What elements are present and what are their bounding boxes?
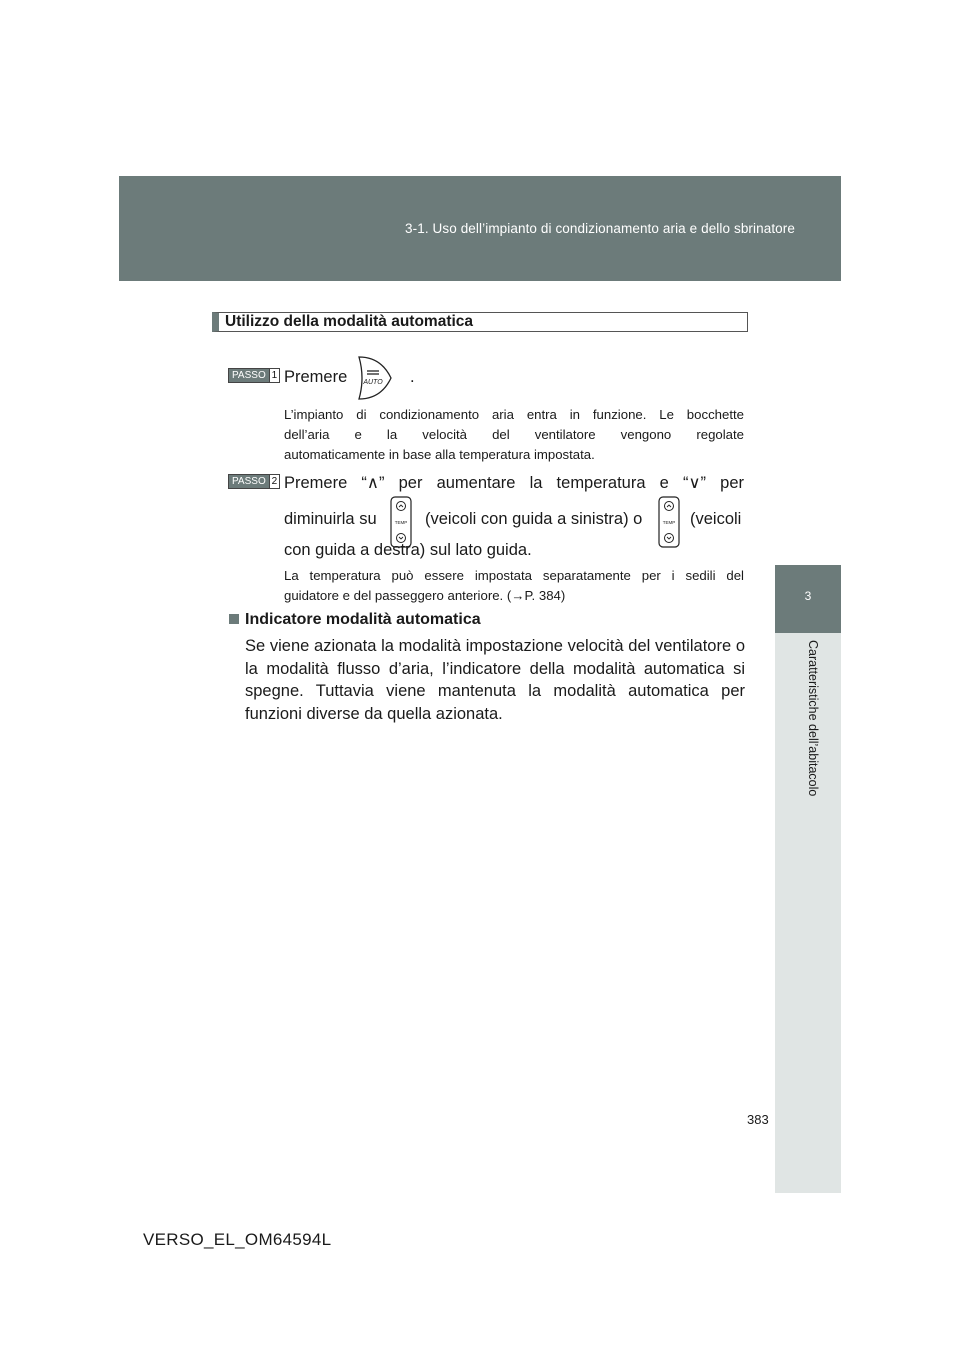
step-1-note-line: L’impianto di condizionamento aria entra in funzione. Le bocchette: [284, 407, 744, 422]
step-badge-label: PASSO: [229, 475, 269, 488]
page-number: 383: [747, 1112, 769, 1127]
step-2-line-2c: (veicoli: [690, 510, 742, 528]
step-1-note-line: automaticamente in base alla temperatura impostata.: [284, 447, 595, 462]
step-2-line-1: Premere “∧” per aumentare la temperatura e “∨” per: [284, 474, 744, 492]
step-badge-label: PASSO: [229, 369, 269, 382]
indicator-text: Se viene azionata la modalità impostazione velocità del ventilatore o la modalità flusso d’aria, l’indicatore della modalità automatica si spegne. Tuttavia viene mantenuta la modalità automatica per funzioni diverse da quella azionata.: [245, 637, 745, 723]
footer-code: VERSO_EL_OM64594L: [143, 1230, 332, 1249]
step-2-note-line: guidatore e del passeggero anteriore. (→P. 384): [284, 588, 566, 603]
indicator-heading: [229, 611, 481, 629]
header-section-title: 3-1. Uso dell’impianto di condizionamento aria e dello sbrinatore: [405, 221, 795, 236]
chapter-number: 3: [804, 589, 812, 603]
step-2-note: [284, 566, 744, 606]
step-1-badge: [228, 368, 280, 383]
step-2-line-3: con guida a destra) sul lato guida.: [284, 541, 532, 559]
temp-icon-label: TEMP: [662, 520, 676, 525]
temp-icon-label: TEMP: [394, 520, 408, 525]
step-1-note: [284, 405, 744, 465]
temp-switch-icon: [658, 496, 680, 548]
indicator-heading-text: Indicatore modalità automatica: [245, 611, 481, 628]
auto-icon-label: AUTO: [363, 379, 383, 386]
step-2-badge: [228, 474, 280, 489]
step-2-line-2b: (veicoli con guida a sinistra) o: [425, 510, 643, 528]
step-badge-number: 2: [269, 475, 279, 488]
section-title: Utilizzo della modalità automatica: [212, 312, 748, 332]
step-2-line-2a: diminuirla su: [284, 510, 377, 528]
step-1-note-line: dell’aria e la velocità del ventilatore vengono regolate: [284, 427, 744, 442]
step-2-note-line: La temperatura può essere impostata separatamente per i sedili del: [284, 568, 744, 583]
step-badge-number: 1: [269, 369, 279, 382]
chapter-tab: [775, 565, 841, 633]
square-bullet-icon: [229, 614, 239, 624]
step-1-text-before: Premere: [284, 368, 348, 386]
auto-button-icon: [351, 355, 395, 401]
step-1-text-after: .: [410, 368, 415, 386]
chapter-header: [119, 176, 841, 281]
chapter-label: Caratteristiche dell’abitacolo: [806, 640, 820, 797]
